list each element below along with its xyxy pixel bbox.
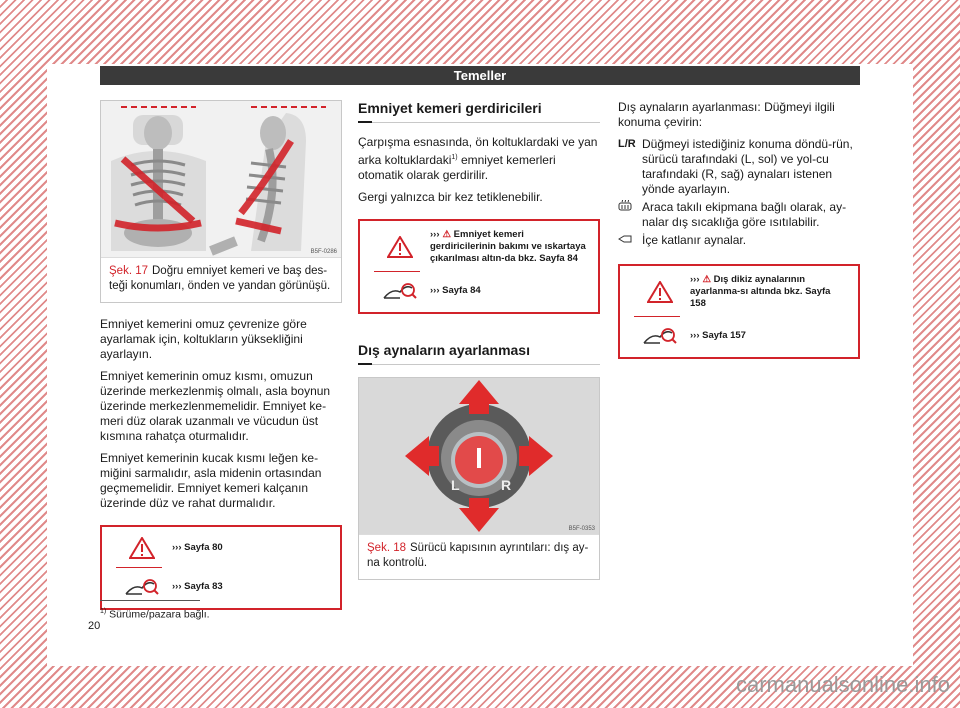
paragraph: Emniyet kemerini omuz çevrenize göre ayarlamak için, koltukların yüksekliğini ayarlayın. (100, 317, 307, 361)
environment-book-icon (642, 325, 678, 347)
list-text: Düğmeyi istediğiniz konuma döndü-rün, sürücü tarafındaki (L, sol) ve yol-cu tarafındaki (R, sağ) aynaları istenen yönde ayarlayın. (642, 137, 853, 196)
warning-text: Emniyet kemeri gerdiricilerinin bakımı ve ıskartaya çıkarılması altın-da bkz. Sayfa 84 (430, 229, 586, 264)
environment-row (112, 574, 330, 600)
figure-caption-text: Doğru emniyet kemeri ve baş des-teği konumları, önden ve yandan görünüşü. (109, 265, 331, 292)
small-warning-icon: ⚠ (442, 229, 452, 240)
paragraph (358, 135, 600, 183)
figure-mirror-control (358, 377, 600, 580)
figure-caption (359, 534, 599, 579)
paragraph: Emniyet kemerinin kucak kısmı leğen ke-miğini sarmalıdır, asla midenin ortasından geçmemelidir. Emniyet kemeri kalçanın üzerinde düz ve rahat durmalıdır. (100, 451, 322, 510)
warning-row (370, 229, 588, 265)
divider (374, 271, 420, 272)
warning-row (630, 274, 848, 310)
warning-link[interactable] (430, 229, 588, 265)
figure-code: B5F-0353 (568, 526, 595, 532)
notice-box (358, 219, 600, 314)
notice-box (618, 264, 860, 359)
figure-caption-text: Sürücü kapısının ayrıntıları: dış ay-na kontrolü. (367, 542, 589, 569)
environment-book-icon (124, 576, 160, 598)
footnote-mark: 1) (451, 154, 458, 161)
figure-caption (101, 257, 341, 302)
mirror-knob-illustration (359, 378, 599, 534)
mirror-knob-image (359, 378, 599, 534)
footnote-mark: 1) (100, 608, 107, 615)
list-item (618, 233, 860, 250)
figure-ref: Şek. 17 (109, 265, 148, 277)
environment-book-icon (382, 280, 418, 302)
chapter-header (100, 66, 860, 85)
heated-mirror-icon (618, 200, 642, 230)
column-middle (358, 100, 600, 580)
paragraph-part: Çarpışma esnasında, ön koltuklardaki ve yan arka koltuklardaki (358, 135, 598, 167)
environment-link[interactable]: ››› Sayfa 84 (430, 285, 481, 296)
figure-code: B5F-0286 (310, 249, 337, 255)
warning-triangle-icon (387, 236, 413, 258)
body-text (100, 317, 342, 511)
divider (116, 567, 162, 568)
list-item (618, 137, 860, 197)
section-title-mirrors: Dış aynaların ayarlanması (358, 342, 600, 365)
divider (634, 316, 680, 317)
warning-row (112, 535, 330, 561)
small-warning-icon: ⚠ (702, 274, 712, 285)
link-arrows: ››› (690, 274, 700, 285)
figure-ref: Şek. 18 (367, 542, 406, 554)
watermark: carmanualsonline.info (735, 672, 950, 697)
notice-box (100, 525, 342, 610)
chapter-title: Temeller (453, 68, 507, 83)
seatbelt-skeleton-image (101, 101, 341, 257)
knob-label-r: R (501, 477, 512, 493)
paragraph: Dış aynaların ayarlanması: Düğmeyi ilgili konuma çevirin: (618, 100, 835, 129)
warning-link[interactable] (690, 274, 848, 310)
paragraph: Gergi yalnızca bir kez tetiklenebilir. (358, 190, 543, 204)
list-text: İçe katlanır aynalar. (642, 233, 747, 247)
warning-triangle-icon (129, 537, 155, 559)
environment-link[interactable]: ››› Sayfa 157 (690, 330, 746, 341)
warning-triangle-icon (647, 281, 673, 303)
paragraph: Emniyet kemerinin omuz kısmı, omuzun üzerinde merkezlenmiş olmalı, asla boynun üzerinde merkezlenmemelidir. Emniyet ke-meri düz olarak uzanmalı ve vücudun üst kısmına rahatça oturmalıdır. (100, 369, 331, 443)
warning-link[interactable]: ››› Sayfa 80 (172, 542, 223, 553)
list-key: L/R (618, 138, 636, 150)
column-right (618, 100, 860, 359)
seatbelt-illustration (101, 101, 341, 257)
footnote-text: Sürüme/pazara bağlı. (109, 608, 210, 621)
warning-text: Dış dikiz aynalarının ayarlanma-sı altında bkz. Sayfa 158 (690, 274, 831, 309)
knob-label-l: L (451, 477, 460, 493)
paragraph-part: emniyet kemerleri otomatik olarak gerdirilir. (358, 153, 556, 182)
environment-link[interactable]: ››› Sayfa 83 (172, 581, 223, 592)
footnote (100, 608, 210, 621)
footnote-divider (100, 600, 200, 601)
column-left (100, 100, 342, 610)
fold-mirror-icon (618, 233, 642, 250)
list-text: Araca takılı ekipmana bağlı olarak, ay-nalar dış sıcaklığa göre ısıtılabilir. (642, 200, 847, 229)
page-number: 20 (88, 620, 101, 632)
link-arrows: ››› (430, 229, 440, 240)
section-title-belt-tensioner: Emniyet kemeri gerdiricileri (358, 100, 600, 123)
list-item (618, 200, 860, 230)
environment-row (370, 278, 588, 304)
figure-seatbelt (100, 100, 342, 303)
environment-row (630, 323, 848, 349)
